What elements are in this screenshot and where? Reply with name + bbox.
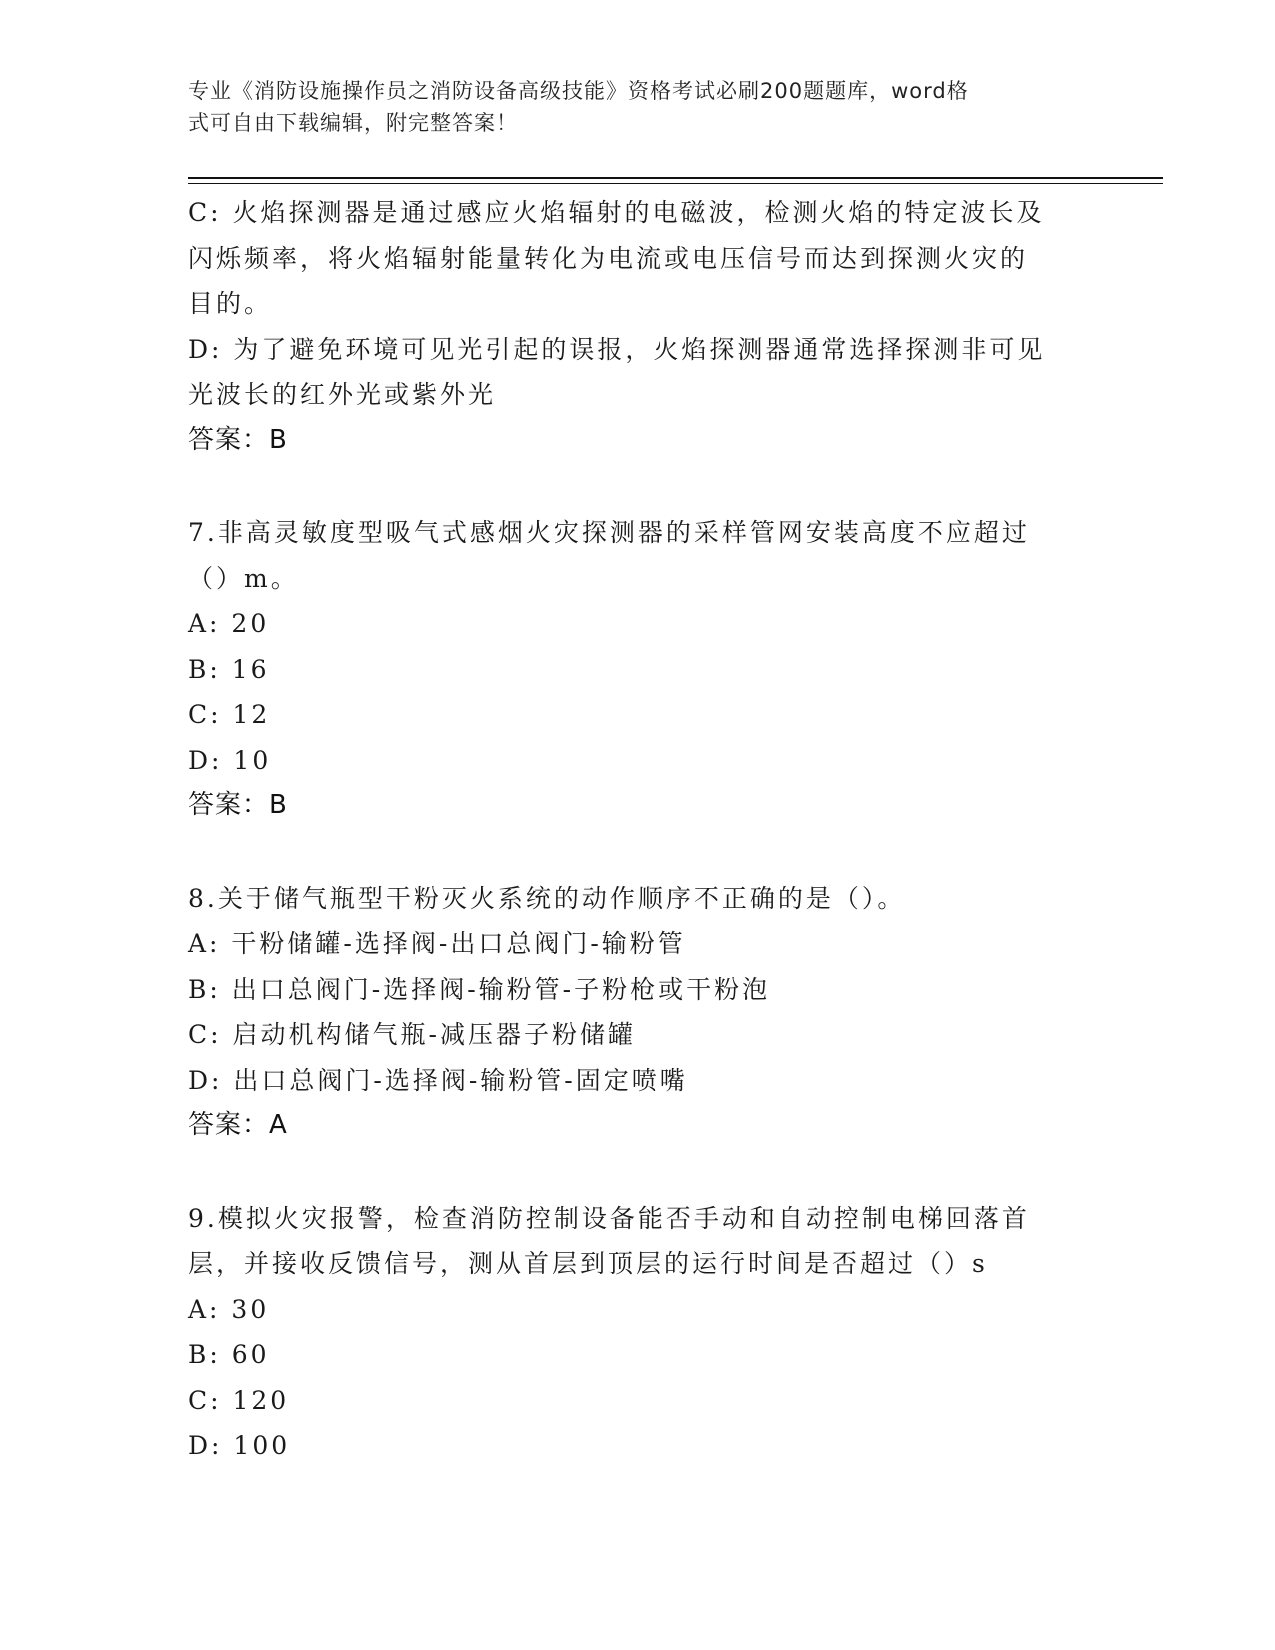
question-stem-line-2: 层，并接收反馈信号，测从首层到顶层的运行时间是否超过（）s [188,1249,988,1278]
option-d-line-1: D: 为了避免环境可见光引起的误报，火焰探测器通常选择探测非可见 [188,334,1046,364]
spacer [188,1149,1078,1196]
question-stem-line-1: 8.关于储气瓶型干粉灭火系统的动作顺序不正确的是（）。 [188,883,906,913]
header-line-1: 专业《消防设施操作员之消防设备高级技能》资格考试必刷200题题库，word格 [188,79,969,103]
question-content [188,190,1078,1469]
option-a: A: 20 [188,609,270,638]
option-c: C: 12 [188,700,271,729]
option-a: A: 干粉储罐-选择阀-出口总阀门-输粉管 [188,929,686,958]
spacer [188,829,1078,876]
question-9 [188,1196,1078,1469]
answer: 答案：A [188,1110,288,1140]
question-6-continued [188,190,1078,463]
option-c: C: 120 [188,1385,290,1415]
header-line-2: 式可自由下载编辑，附完整答案！ [188,111,518,135]
header-rule-thick [188,177,1163,179]
question-8 [188,876,1078,1149]
question-stem-line-2: （）m。 [188,563,299,593]
document-header [188,75,1068,139]
option-a: A: 30 [188,1294,270,1324]
option-b: B: 16 [188,654,270,684]
option-c: C: 启动机构储气瓶-减压器子粉储罐 [188,1020,636,1049]
option-c-line-1: C: 火焰探测器是通过感应火焰辐射的电磁波，检测火焰的特定波长及 [188,198,1045,227]
option-d: D: 出口总阀门-选择阀-输粉管-固定喷嘴 [188,1065,688,1095]
answer: 答案：B [188,424,288,455]
option-b: B: 60 [188,1340,270,1369]
answer: 答案：B [188,790,288,820]
header-rule-thin [188,183,1163,184]
question-7 [188,510,1078,829]
question-stem-line-1: 9.模拟火灾报警，检查消防控制设备能否手动和自动控制电梯回落首 [188,1203,1030,1233]
option-d-line-2: 光波长的红外光或紫外光 [188,380,497,409]
spacer [188,463,1078,510]
option-b: B: 出口总阀门-选择阀-输粉管-子粉枪或干粉泡 [188,974,771,1004]
option-c-line-2: 闪烁频率，将火焰辐射能量转化为电流或电压信号而达到探测火灾的 [188,243,1029,273]
option-d: D: 10 [188,745,272,775]
option-c-line-3: 目的。 [188,289,273,318]
option-d: D: 100 [188,1431,291,1460]
question-stem-line-1: 7.非高灵敏度型吸气式感烟火灾探测器的采样管网安装高度不应超过 [188,518,1030,547]
